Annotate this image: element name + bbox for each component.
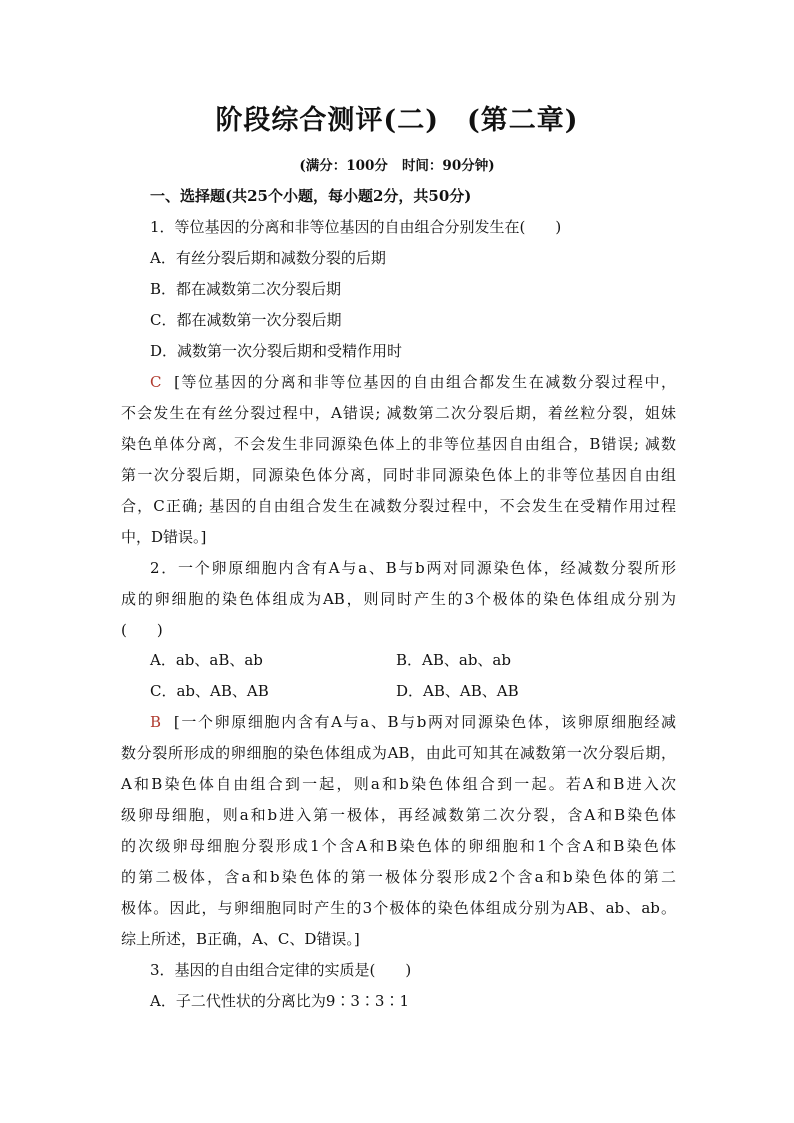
q1-option-b: B．都在减数第二次分裂后期 bbox=[150, 280, 342, 298]
q2-analysis-line: 综上所述，B正确，A、C、D错误。] bbox=[121, 930, 360, 948]
q2-stem-line: 成的卵细胞的染色体组成为AB，则同时产生的3个极体的染色体组成分别为 bbox=[121, 590, 676, 608]
q1-analysis-line: 不会发生在有丝分裂过程中，A错误; 减数第二次分裂后期，着丝粒分裂，姐妹 bbox=[121, 404, 676, 422]
q2-analysis-line: 的第二极体，含a和b染色体的第一极体分裂形成2个含a和b染色体的第二 bbox=[121, 868, 676, 886]
q1-option-d: D．减数第一次分裂后期和受精作用时 bbox=[150, 342, 403, 360]
q1-analysis-text: [等位基因的分离和非等位基因的自由组合都发生在减数分裂过程中， bbox=[174, 373, 676, 391]
section-heading: 一、选择题(共25个小题，每小题2分，共50分) bbox=[150, 187, 472, 205]
score-info: (满分：100分 bbox=[299, 158, 388, 174]
q2-options-row bbox=[150, 681, 676, 701]
q2-analysis-line: A和B染色体自由组合到一起，则a和b染色体组合到一起。若A和B进入次 bbox=[121, 775, 676, 793]
q2-stem-line: 2．一个卵原细胞内含有A与a、B与b两对同源染色体，经减数分裂所形 bbox=[150, 559, 676, 577]
exam-info bbox=[0, 154, 794, 174]
q1-option-a: A．有丝分裂后期和减数分裂的后期 bbox=[150, 249, 386, 267]
q3-stem: 3．基因的自由组合定律的实质是( ) bbox=[150, 961, 412, 979]
q2-analysis-line: 级卵母细胞，则a和b进入第一极体，再经减数第二次分裂，含A和B染色体 bbox=[121, 806, 676, 824]
q1-analysis-line: 第一次分裂后期，同源染色体分离，同时非同源染色体上的非等位基因自由组 bbox=[121, 466, 676, 484]
q1-analysis-line: 染色单体分离，不会发生非同源染色体上的非等位基因自由组合，B错误; 减数 bbox=[121, 435, 676, 453]
page-title bbox=[0, 98, 794, 137]
q3-option-a: A．子二代性状的分离比为9∶3∶3∶1 bbox=[150, 992, 410, 1010]
q2-option-d: D．AB、AB、AB bbox=[396, 682, 519, 700]
q2-analysis-line: 的次级卵母细胞分裂形成1个含A和B染色体的卵细胞和1个含A和B染色体 bbox=[121, 837, 676, 855]
q2-option-a: A．ab、aB、ab bbox=[150, 651, 263, 669]
q2-option-c: C．ab、AB、AB bbox=[150, 682, 269, 700]
q1-option-c: C．都在减数第一次分裂后期 bbox=[150, 311, 342, 329]
q1-analysis-line: 合，C正确; 基因的自由组合发生在减数分裂过程中，不会发生在受精作用过程 bbox=[121, 497, 676, 515]
q2-analysis-line: 数分裂所形成的卵细胞的染色体组成为AB，由此可知其在减数第一次分裂后期， bbox=[121, 744, 676, 762]
title-chapter: (第二章) bbox=[467, 105, 579, 136]
q2-analysis-line: 极体。因此，与卵细胞同时产生的3个极体的染色体组成分别为AB、ab、ab。 bbox=[121, 899, 676, 917]
title-main: 阶段综合测评(二) bbox=[215, 105, 439, 136]
q2-option-b: B．AB、ab、ab bbox=[396, 651, 511, 669]
q2-analysis-text: [一个卵原细胞内含有A与a、B与b两对同源染色体，该卵原细胞经减 bbox=[173, 713, 676, 731]
q1-stem: 1．等位基因的分离和非等位基因的自由组合分别发生在( ) bbox=[150, 218, 562, 236]
q1-answer: C bbox=[150, 373, 162, 391]
q1-analysis-line bbox=[150, 372, 676, 392]
q2-answer: B bbox=[150, 713, 162, 731]
q2-stem-line: ( ) bbox=[121, 621, 163, 639]
time-info: 时间：90分钟) bbox=[401, 158, 495, 174]
q2-analysis-line bbox=[150, 712, 676, 732]
q2-options-row bbox=[150, 650, 676, 670]
q1-analysis-line: 中，D错误。] bbox=[121, 528, 207, 546]
